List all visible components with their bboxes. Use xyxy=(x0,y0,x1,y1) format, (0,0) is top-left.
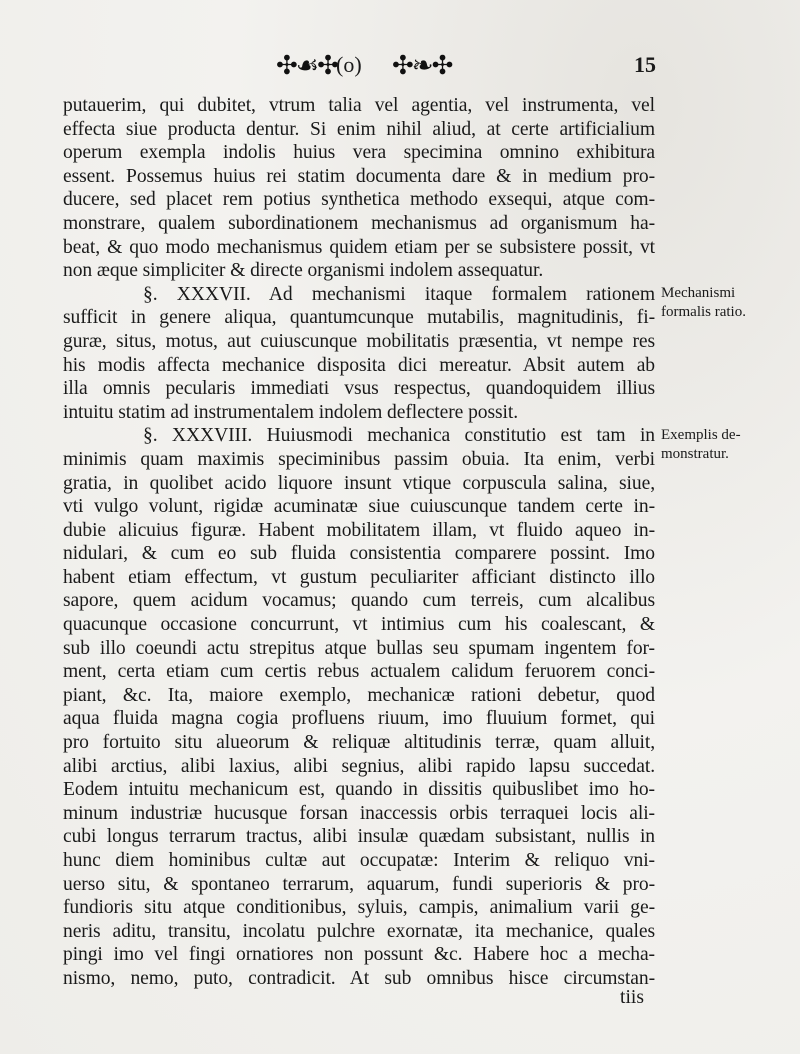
text-line: illa omnis pecularis immediati vsus respectus, quandoquidem illius xyxy=(63,378,655,400)
ornament-left-icon: ✣☙✣ xyxy=(276,51,337,80)
text-line: pro fortuito situ alueorum & reliquæ altitudinis terræ, quam alluit, xyxy=(63,732,655,754)
margin-note-line: monstratur. xyxy=(661,446,729,462)
text-line: essent. Possemus huius rei statim documenta dare & in medium pro- xyxy=(63,165,655,187)
section-heading-xxxviii: §. XXXVIII. Huiusmodi mechanica constitutio est tam in xyxy=(143,425,655,447)
text-line: guræ, situs, motus, aut cuiuscunque mobilitatis præsentia, vt nempe res xyxy=(63,330,655,352)
margin-note-line: Exemplis de- xyxy=(661,427,741,443)
text-line: ducere, sed placet rem potius synthetica methodo exsequi, atque com- xyxy=(63,189,655,211)
text-line: neris aditu, transitu, incolatu pulchre exornatæ, ita mechanice, quales xyxy=(63,920,655,942)
text-line: habent etiam effectum, vt gustum peculiariter afficiant distincto illo xyxy=(63,566,655,588)
text-line: non æque simpliciter & directe organismi indolem assequatur. xyxy=(63,260,544,282)
page-header xyxy=(0,48,800,82)
page-marker: (o) xyxy=(336,52,362,77)
text-line: monstrare, qualem subordinationem mechanismus ad organismum ha- xyxy=(63,212,655,234)
text-line: fundioris situ atque conditionibus, syluis, campis, animalium varii ge- xyxy=(63,897,655,919)
ornament-right-icon: ✣❧✣ xyxy=(392,51,452,80)
margin-note-line: Mechanismi xyxy=(661,285,736,301)
margin-note-mechanismi xyxy=(661,284,791,322)
text-line: sapore, quem acidum vocamus; quando cum terreis, cum alcalibus xyxy=(63,590,655,612)
text-line: uerso situ, & spontaneo terrarum, aquarum, fundi superioris & pro- xyxy=(63,873,655,895)
margin-note-line: formalis ratio. xyxy=(661,304,746,320)
text-line: putauerim, qui dubitet, vtrum talia vel agentia, vel instrumenta, vel xyxy=(63,95,655,116)
text-line: intuitu statim ad instrumentalem indolem deflectere possit. xyxy=(63,401,518,423)
text-line: alibi arctius, alibi laxius, alibi segnius, alibi rapido lapsu succedat. xyxy=(63,755,655,777)
section-heading-xxxvii: §. XXXVII. Ad mechanismi itaque formalem rationem xyxy=(143,283,655,305)
text-line: minum industriæ hucusque forsan inaccessis orbis terraquei locis ali- xyxy=(63,802,655,824)
text-line: pingi imo vel fingi ornatiores non possunt &c. Habere hoc a mecha- xyxy=(63,944,655,966)
text-line: nidulari, & cum eo sub fluida consistentia comparere possint. Imo xyxy=(63,543,655,565)
text-line: beat, & quo modo mechanismus quidem etiam per se subsistere possit, vt xyxy=(63,236,655,258)
text-line: nismo, nemo, puto, contradicit. At sub omnibus hisce circumstan- xyxy=(63,967,655,989)
text-line: ment, certa etiam cum certis rebus actualem calidum feruorem conci- xyxy=(63,661,655,683)
margin-note-exemplis xyxy=(661,426,791,464)
text-line: cubi longus terrarum tractus, alibi insulæ quædam subsistant, nullis in xyxy=(63,826,655,848)
text-line: minimis quam maximis speciminibus passim obuia. Ita enim, verbi xyxy=(63,448,655,470)
text-line: sufficit in genere aliqua, quantumcunque mutabilis, magnitudinis, fi- xyxy=(63,307,655,329)
text-line: quacunque occasione concurrunt, vt intimius cum his coalescant, & xyxy=(63,614,655,636)
text-line: aqua fluida magna cogia profluens riuum, imo fluuium formet, qui xyxy=(63,708,655,730)
text-line: dubie alicuius figuræ. Habent mobilitatem illam, vt fluido aqueo in- xyxy=(63,519,655,541)
catchword: tiis xyxy=(620,987,644,1008)
text-line: effecta siue producta dentur. Si enim nihil aliud, at certe artificialium xyxy=(63,118,655,140)
body-text xyxy=(63,94,655,991)
text-line: operum exempla indolis huius vera specimina omnino exhibitura xyxy=(63,142,655,164)
text-line: his modis affecta mechanice disposita dici mereatur. Absit autem ab xyxy=(63,354,655,376)
text-line: hunc diem hominibus cultæ aut occupatæ: Interim & reliquo vni- xyxy=(63,850,655,871)
text-line: sub illo coeundi actu strepitus atque bullas seu spumam ingentem for- xyxy=(63,637,655,659)
text-line: gratia, in quolibet acido liquore insunt vtique corpuscula salina, siue, xyxy=(63,472,655,494)
text-line: piant, &c. Ita, maiore exemplo, mechanicæ rationi debetur, quod xyxy=(63,684,655,706)
text-line: Eodem intuitu mechanicum est, quando in dissitis quibuslibet imo ho- xyxy=(63,779,655,801)
folio-number: 15 xyxy=(634,52,656,77)
text-line: vti vulgo volunt, rigidæ acuminatæ siue cuiuscunque tandem certe in- xyxy=(63,496,655,518)
